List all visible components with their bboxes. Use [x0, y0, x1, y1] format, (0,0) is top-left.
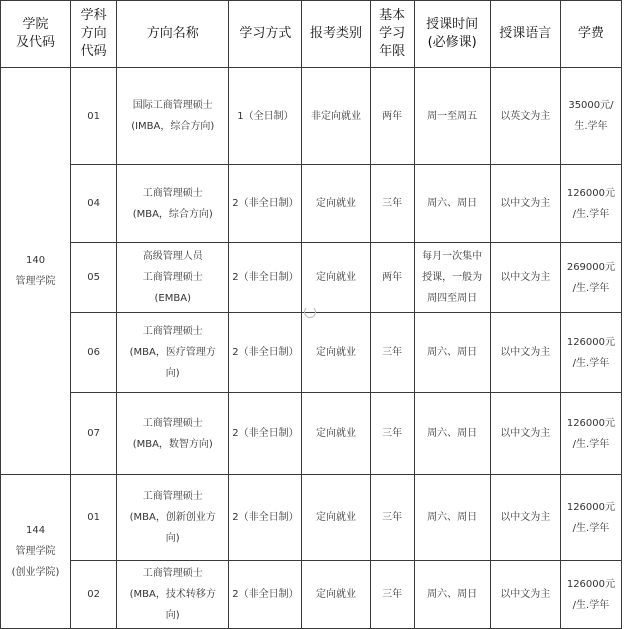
cell-line: 04 — [87, 198, 100, 209]
cell-line: /生.学年 — [572, 282, 610, 294]
cell-line: 周六、周日 — [427, 347, 478, 358]
cell-line: 工商管理硕士 — [142, 417, 203, 429]
category-cell — [302, 68, 370, 165]
mode-cell — [229, 393, 302, 475]
cell-line: 144 — [26, 525, 46, 536]
college-header — [1, 1, 71, 68]
cell-line: 三年 — [382, 198, 403, 209]
cell-line: 定向就业 — [316, 347, 356, 358]
cell-line: 02 — [87, 589, 100, 600]
cell-line: /生.学年 — [572, 522, 610, 534]
cell-line: 学习方式 — [239, 26, 292, 41]
cell-line: 126000元 — [566, 417, 616, 429]
cell-line: 以英文为主 — [500, 110, 551, 122]
code-cell — [71, 475, 117, 561]
lang-cell — [490, 561, 560, 629]
cell-line: 05 — [87, 272, 100, 283]
cell-line: 学院 — [22, 17, 49, 32]
table-row — [1, 475, 622, 561]
cell-line: 以中文为主 — [500, 272, 551, 283]
cell-line: 周六、周日 — [427, 198, 478, 209]
cell-line: 非定向就业 — [311, 110, 361, 122]
cell-line: 生.学年 — [574, 121, 608, 132]
cell-line: 管理学院 — [15, 276, 56, 287]
cell-line: 向) — [165, 368, 180, 379]
cell-line: 126000元 — [566, 501, 616, 513]
mode-cell — [229, 68, 302, 165]
cell-line: 以中文为主 — [500, 198, 551, 209]
fee-cell — [560, 393, 621, 475]
cell-line: (EMBA) — [154, 293, 191, 304]
time-cell — [414, 561, 490, 629]
name-cell — [117, 561, 229, 629]
years-cell — [370, 475, 414, 561]
cell-line: 学习 — [379, 26, 406, 41]
cell-line: 方向名称 — [146, 26, 199, 41]
cell-line: 06 — [87, 347, 100, 358]
category-cell — [302, 243, 370, 313]
cell-line: 定向就业 — [316, 512, 356, 523]
cell-line: (MBA，综合方向) — [132, 208, 213, 220]
mode-cell — [229, 475, 302, 561]
table-row — [1, 393, 622, 475]
time-cell — [414, 393, 490, 475]
mode-cell — [229, 313, 302, 393]
cell-line: 以中文为主 — [500, 428, 551, 439]
lang-header — [490, 1, 560, 68]
code-header — [71, 1, 117, 68]
lang-cell — [490, 475, 560, 561]
cell-line: 2（非全日制） — [232, 428, 299, 439]
cell-line: 01 — [87, 512, 100, 523]
code-cell — [71, 243, 117, 313]
fee-cell — [560, 475, 621, 561]
cell-line: 工商管理硕士 — [142, 568, 203, 579]
cell-line: 07 — [87, 428, 100, 439]
table-row — [1, 561, 622, 629]
cell-line: 授课语言 — [499, 26, 552, 41]
college-cell — [1, 475, 71, 629]
years-cell — [370, 393, 414, 475]
table-row — [1, 243, 622, 313]
lang-cell — [490, 393, 560, 475]
name-cell — [117, 243, 229, 313]
mode-cell — [229, 165, 302, 243]
cell-line: 报考类别 — [310, 26, 363, 41]
cell-line: 周一至周五 — [427, 110, 478, 122]
cell-line: 三年 — [382, 347, 403, 358]
category-header — [302, 1, 370, 68]
cell-line: 每月一次集中 — [422, 251, 483, 262]
cell-line: 向) — [165, 610, 180, 621]
fee-cell — [560, 561, 621, 629]
cell-line: 140 — [26, 255, 46, 266]
cell-line: 1（全日制） — [237, 110, 294, 122]
cell-line: 35000元/ — [568, 100, 614, 111]
cell-line: 定向就业 — [316, 589, 356, 600]
years-cell — [370, 165, 414, 243]
cell-line: (MBA，技术转移方 — [129, 589, 216, 600]
cell-line: 学费 — [577, 26, 604, 41]
cell-line: 2（非全日制） — [232, 272, 299, 283]
fee-cell — [560, 243, 621, 313]
years-header — [370, 1, 414, 68]
name-cell — [117, 475, 229, 561]
cell-line: 学科 — [80, 8, 107, 23]
cell-line: (必修课) — [427, 35, 477, 50]
cell-line: 126000元 — [566, 578, 616, 590]
lang-cell — [490, 243, 560, 313]
table-row — [1, 165, 622, 243]
cell-line: 周六、周日 — [427, 589, 478, 600]
loading-spinner-icon — [304, 306, 316, 318]
cell-line: 及代码 — [16, 35, 56, 50]
cell-line: 周四至周日 — [427, 293, 478, 304]
cell-line: 工商管理硕士 — [142, 326, 203, 337]
cell-line: 授课时间 — [426, 17, 479, 32]
cell-line: 年限 — [379, 44, 406, 59]
cell-line: 2（非全日制） — [232, 589, 299, 600]
cell-line: 2（非全日制） — [232, 512, 299, 523]
cell-line: 01 — [87, 110, 100, 122]
cell-line: (MBA，医疗管理方 — [129, 347, 216, 358]
category-cell — [302, 475, 370, 561]
time-header — [414, 1, 490, 68]
cell-line: 基本 — [379, 8, 406, 23]
header-row — [1, 1, 622, 68]
name-header — [117, 1, 229, 68]
cell-line: /生.学年 — [572, 357, 610, 369]
cell-line: 方向 — [80, 26, 107, 41]
lang-cell — [490, 68, 560, 165]
cell-line: 三年 — [382, 589, 403, 600]
time-cell — [414, 475, 490, 561]
cell-line: 三年 — [382, 512, 403, 523]
time-cell — [414, 243, 490, 313]
name-cell — [117, 165, 229, 243]
lang-cell — [490, 313, 560, 393]
cell-line: 以中文为主 — [500, 347, 551, 358]
cell-line: 三年 — [382, 428, 403, 439]
mode-cell — [229, 243, 302, 313]
code-cell — [71, 393, 117, 475]
cell-line: /生.学年 — [572, 599, 610, 611]
category-cell — [302, 393, 370, 475]
category-cell — [302, 561, 370, 629]
cell-line: 以中文为主 — [500, 589, 551, 600]
cell-line: 授课，一般为 — [422, 272, 483, 283]
years-cell — [370, 68, 414, 165]
cell-line: 管理学院 — [15, 546, 56, 557]
name-cell — [117, 393, 229, 475]
cell-line: (IMBA，综合方向) — [131, 121, 215, 132]
cell-line: 定向就业 — [316, 428, 356, 439]
time-cell — [414, 165, 490, 243]
cell-line: 工商管理硕士 — [142, 272, 203, 283]
cell-line: 工商管理硕士 — [142, 187, 203, 199]
cell-line: 269000元 — [566, 261, 616, 273]
cell-line: 以中文为主 — [500, 512, 551, 523]
cell-line: 向) — [165, 533, 180, 544]
table-row — [1, 313, 622, 393]
cell-line: 2（非全日制） — [232, 347, 299, 358]
fee-header — [560, 1, 621, 68]
cell-line: /生.学年 — [572, 438, 610, 450]
years-cell — [370, 561, 414, 629]
college-cell — [1, 68, 71, 475]
cell-line: 周六、周日 — [427, 512, 478, 523]
cell-line: 高级管理人员 — [142, 251, 203, 262]
fee-cell — [560, 68, 621, 165]
category-cell — [302, 165, 370, 243]
cell-line: 两年 — [382, 272, 403, 283]
cell-line: (创业学院) — [11, 567, 60, 578]
cell-line: 定向就业 — [316, 272, 356, 283]
time-cell — [414, 68, 490, 165]
code-cell — [71, 165, 117, 243]
cell-line: (MBA，数智方向) — [132, 438, 213, 450]
name-cell — [117, 68, 229, 165]
mode-header — [229, 1, 302, 68]
cell-line: 国际工商管理硕士 — [132, 100, 213, 111]
years-cell — [370, 243, 414, 313]
cell-line: 126000元 — [566, 187, 616, 199]
name-cell — [117, 313, 229, 393]
cell-line: 周六、周日 — [427, 428, 478, 439]
cell-line: 126000元 — [566, 336, 616, 348]
lang-cell — [490, 165, 560, 243]
code-cell — [71, 68, 117, 165]
fee-cell — [560, 165, 621, 243]
cell-line: (MBA，创新创业方 — [129, 512, 216, 523]
cell-line: 定向就业 — [316, 198, 356, 209]
cell-line: 两年 — [382, 110, 403, 122]
code-cell — [71, 561, 117, 629]
code-cell — [71, 313, 117, 393]
fee-cell — [560, 313, 621, 393]
mode-cell — [229, 561, 302, 629]
time-cell — [414, 313, 490, 393]
table-row — [1, 68, 622, 165]
cell-line: 代码 — [80, 44, 107, 59]
years-cell — [370, 313, 414, 393]
category-cell — [302, 313, 370, 393]
cell-line: 工商管理硕士 — [142, 491, 203, 502]
cell-line: /生.学年 — [572, 208, 610, 220]
cell-line: 2（非全日制） — [232, 198, 299, 209]
